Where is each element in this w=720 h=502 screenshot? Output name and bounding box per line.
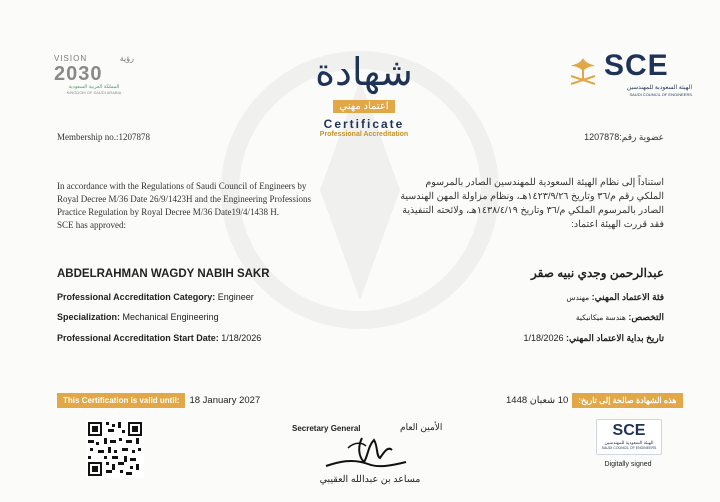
vision-year: 2030: [54, 63, 103, 85]
field-specialization-en: [57, 312, 219, 322]
field-label: التخصص:: [628, 312, 664, 322]
signatory-name-ar: مساعد بن عبدالله العقيبي: [319, 474, 421, 485]
intro-line-ar: الصادر بالمرسوم الملكي م/٣٦ وتاريخ ١٤٣٨/٤/١٩هـ، ولائحته التنفيذية: [402, 205, 664, 216]
field-value: 1/18/2026: [523, 333, 564, 343]
intro-paragraph-ar: [388, 176, 664, 232]
membership-label-en: Membership no.:: [57, 132, 119, 142]
certificate-title-ar: شهادة: [315, 50, 413, 94]
field-start-date-ar: [430, 333, 664, 344]
field-value: مهندس: [566, 293, 590, 302]
vision-sub-ar: المملكة العربية السعودية: [68, 84, 120, 90]
vision-sub-en: KINGDOM OF SAUDI ARABIA: [66, 90, 122, 95]
validity-date-en: 18 January 2027: [189, 395, 261, 406]
certificate-title-en: Certificate: [323, 117, 405, 131]
field-label: تاريخ بداية الاعتماد المهني:: [566, 333, 664, 343]
signature-title-ar: الأمين العام: [400, 422, 443, 432]
field-category-ar: [430, 292, 664, 303]
field-label: Specialization:: [57, 312, 121, 322]
qr-code[interactable]: [86, 420, 144, 478]
sce-acronym: SCE: [604, 49, 669, 82]
sce-name-en: SAUDI COUNCIL OF ENGINEERS: [629, 92, 692, 97]
field-value: Engineer: [217, 292, 254, 302]
vision-arabic-word: رؤية: [119, 54, 134, 63]
badge-name-ar: الهيئة السعودية للمهندسين: [604, 440, 654, 445]
signature-title-en: Secretary General: [292, 424, 361, 433]
validity-en: [57, 393, 260, 408]
field-label: Professional Accreditation Start Date:: [57, 333, 219, 343]
validity-label-en: This Certification is valid until:: [57, 393, 185, 408]
validity-ar: [506, 393, 683, 408]
validity-date-ar: 10 شعبان 1448: [506, 395, 569, 406]
holder-name-ar: عبدالرحمن وجدي نبيه صقر: [531, 266, 664, 280]
field-start-date-en: [57, 333, 261, 343]
vision-word: VISION: [54, 54, 88, 63]
handwritten-signature: [318, 428, 418, 472]
intro-line-ar: الملكي رقم م/٣٦ وتاريخ ١٤٢٣/٩/٢٦هـ، ونظام مزاولة المهن الهندسية: [400, 191, 664, 202]
digital-signature-badge: [596, 419, 662, 455]
validity-label-ar: هذه الشهادة صالحة إلى تاريخ:: [572, 393, 682, 408]
intro-line-en: SCE has approved:: [57, 220, 126, 230]
membership-label-ar: عضوية رقم:: [619, 132, 664, 142]
certificate-subtitle-en: Professional Accreditation: [319, 131, 409, 138]
field-label: Professional Accreditation Category:: [57, 292, 216, 302]
intro-line-en: Royal Decree M/36 Date 26/9/1423H and the Engineering Professions: [57, 194, 311, 204]
intro-line-en: In accordance with the Regulations of Saudi Council of Engineers by: [57, 181, 307, 191]
membership-en: [57, 132, 150, 142]
badge-caption: Digitally signed: [604, 461, 652, 468]
field-value: هندسة ميكانيكية: [575, 313, 626, 322]
membership-number-en: 1207878: [118, 132, 150, 142]
field-value: 1/18/2026: [221, 333, 262, 343]
field-category-en: [57, 292, 254, 302]
intro-paragraph-en: [57, 180, 357, 232]
badge-name-en: SAUDI COUNCIL OF ENGINEERS: [601, 446, 657, 450]
membership-number-ar: 1207878: [584, 132, 620, 142]
intro-line-ar: فقد قررت الهيئة اعتماد:: [571, 219, 664, 230]
field-specialization-ar: [430, 312, 664, 323]
intro-line-ar: استناداً إلى نظام الهيئة السعودية للمهندسين الصادر بالمرسوم: [425, 177, 664, 188]
field-value: Mechanical Engineering: [122, 312, 219, 322]
palm-swords-icon: [566, 54, 600, 88]
certificate-title-block: [300, 52, 428, 138]
sce-logo: [566, 50, 692, 100]
sce-name-ar: الهيئة السعودية للمهندسين: [626, 85, 692, 91]
vision-2030-logo: [54, 54, 134, 104]
intro-line-en: Practice Regulation by Royal Decree M/36 Date19/4/1438 H.: [57, 207, 279, 217]
field-label: فئة الاعتماد المهني:: [591, 292, 664, 302]
membership-ar: [560, 132, 664, 143]
badge-acronym: SCE: [612, 422, 646, 439]
accreditation-ribbon-ar: اعتماد مهني: [333, 100, 394, 113]
holder-name-en: ABDELRAHMAN WAGDY NABIH SAKR: [57, 268, 270, 280]
